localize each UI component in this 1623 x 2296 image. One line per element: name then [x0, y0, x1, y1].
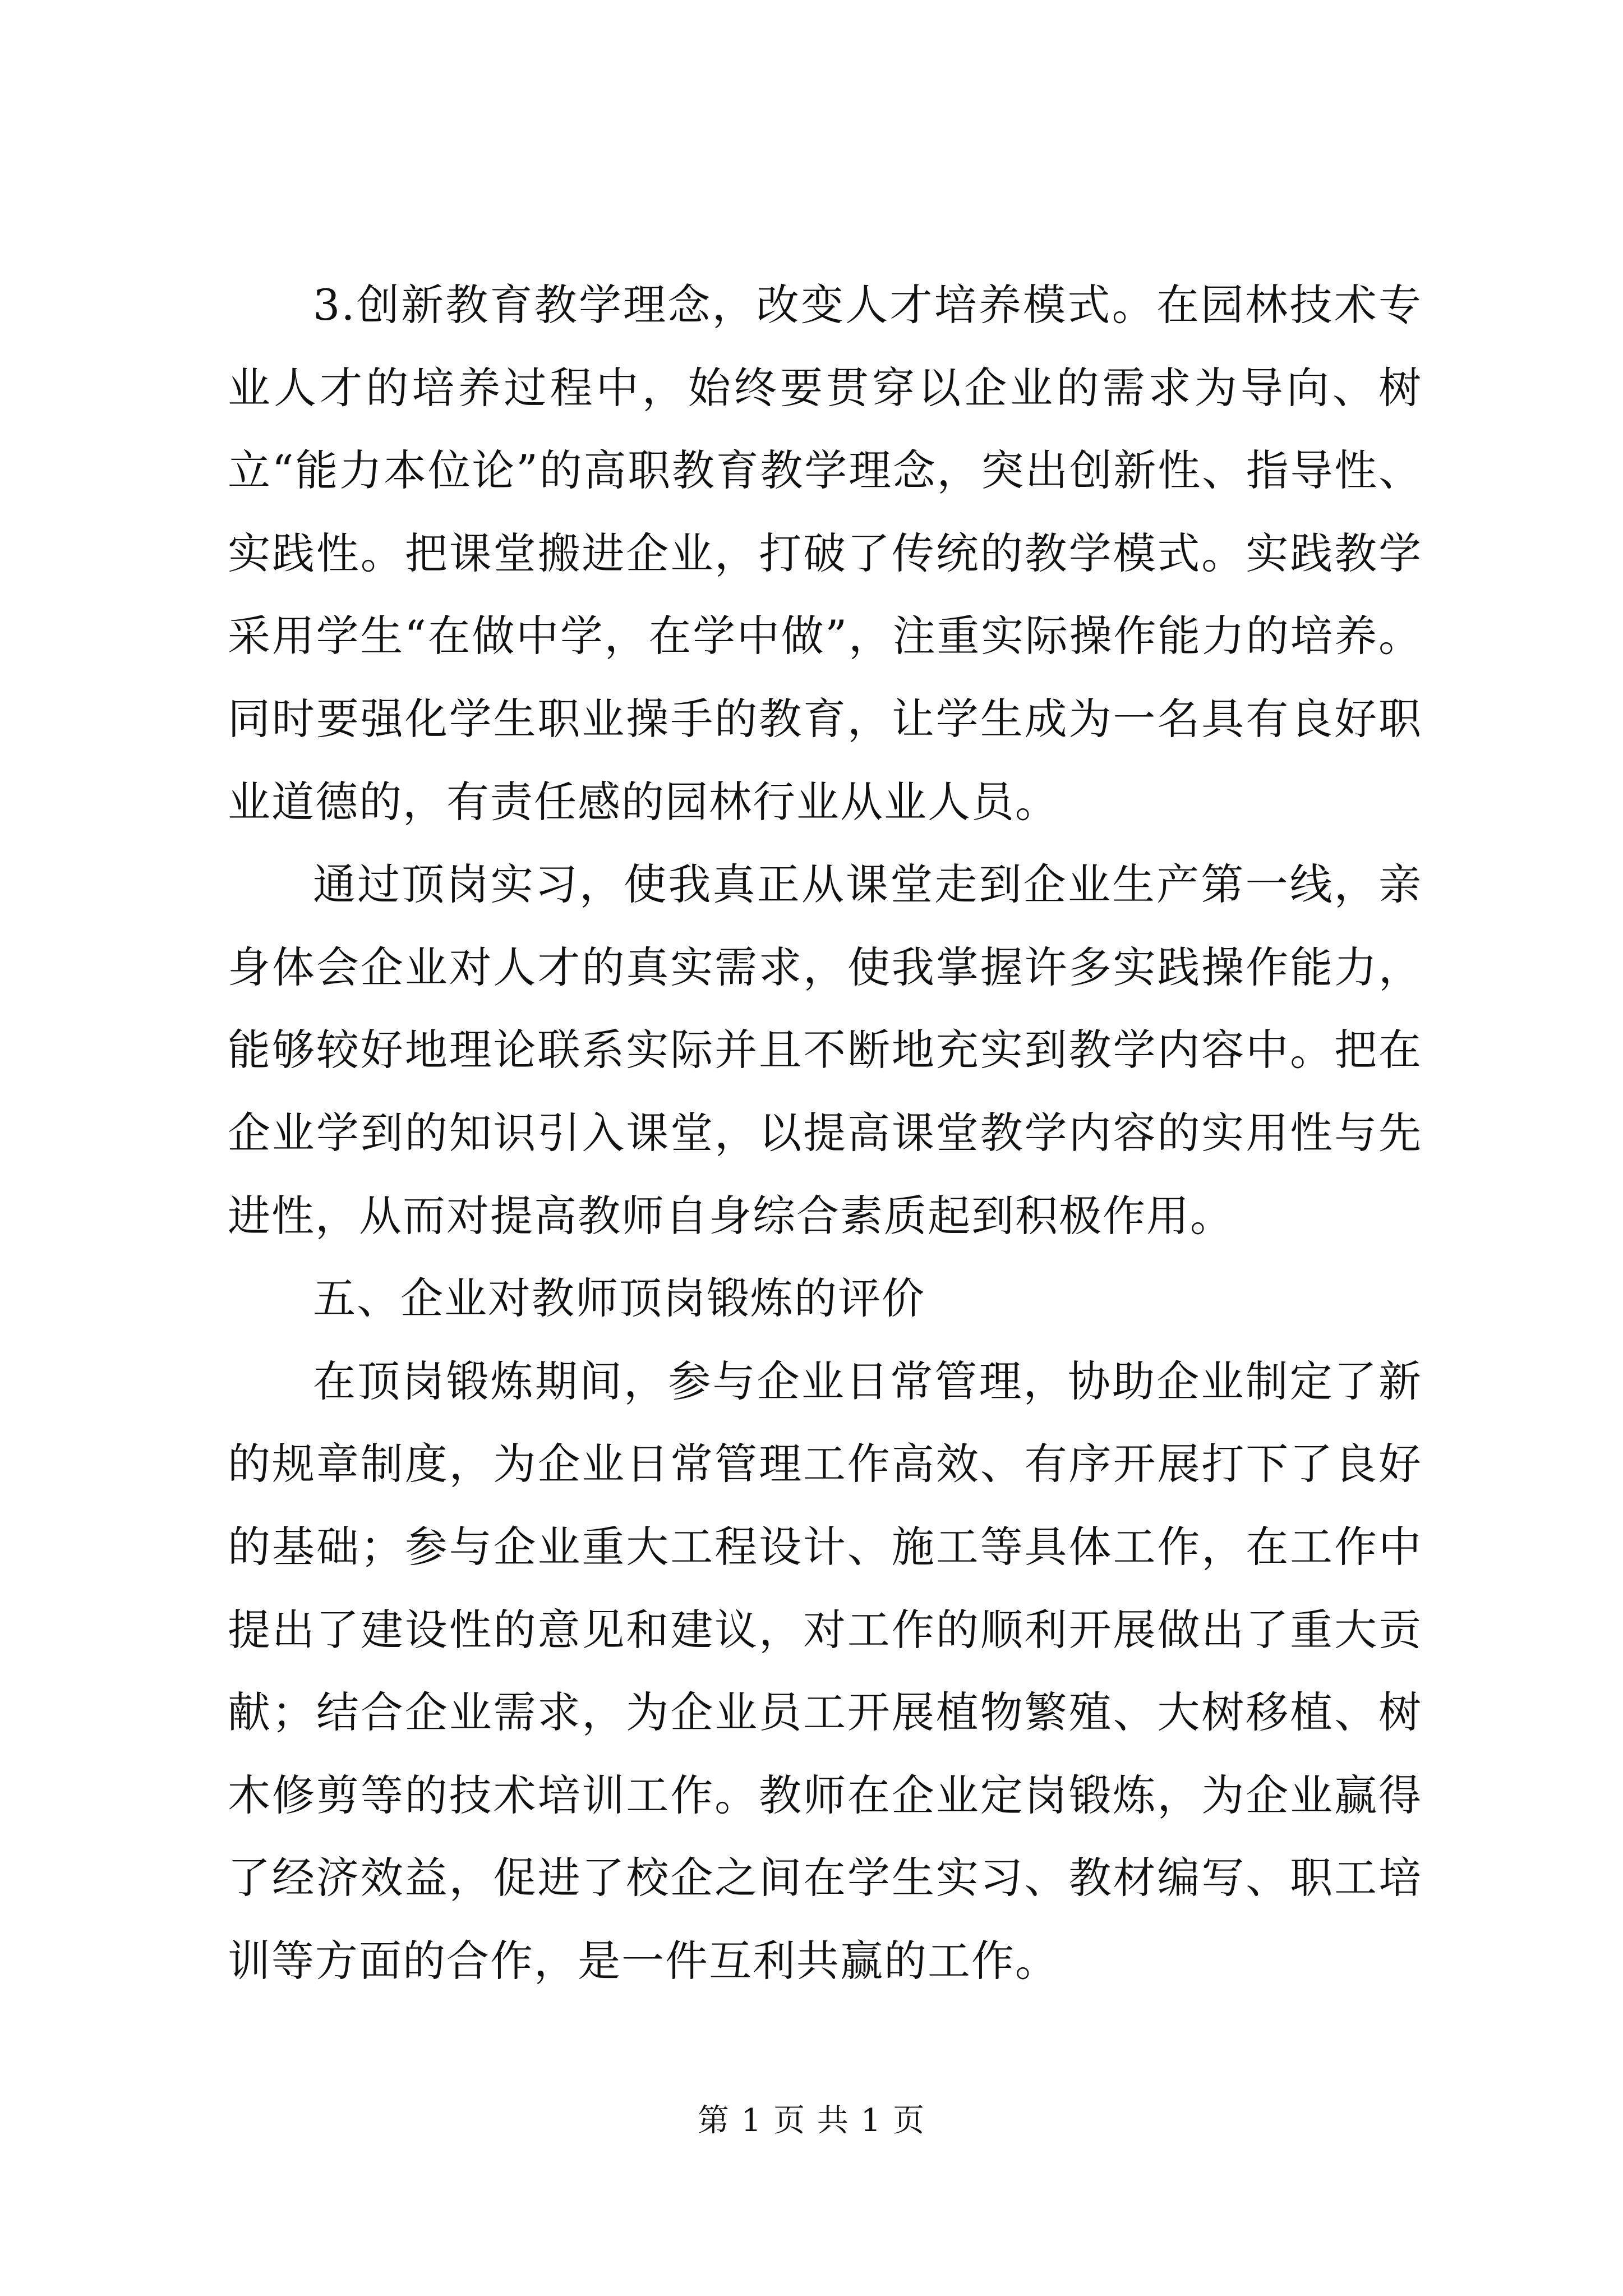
- section-heading: 五、企业对教师顶岗锻炼的评价: [313, 1273, 925, 1324]
- paragraph-enterprise-evaluation: 在顶岗锻炼期间，参与企业日常管理，协助企业制定了新的规章制度，为企业日常管理工作高效、有序开展打下了良好的基础；参与企业重大工程设计、施工等具体工作，在工作中提出了建设性的意见和建议，对工作的顺利开展做出了重大贡献；结合企业需求，为企业员工开展植物繁殖、大树移植、树木修剪等的技术培训工作。教师在企业定岗锻炼，为企业赢得了经济效益，促进了校企之间在学生实习、教材编写、职工培训等方面的合作，是一件互利共赢的工作。: [228, 1356, 1422, 1986]
- document-body: [228, 264, 1422, 2002]
- paragraph-internship-reflection: 通过顶岗实习，使我真正从课堂走到企业生产第一线，亲身体会企业对人才的真实需求，使我掌握许多实践操作能力，能够较好地理论联系实际并且不断地充实到教学内容中。把在企业学到的知识引入课堂，以提高课堂教学内容的实用性与先进性，从而对提高教师自身综合素质起到积极作用。: [228, 859, 1422, 1241]
- page-footer: 第 1 页 共 1 页: [697, 2102, 926, 2139]
- paragraph-training-model: 3.创新教育教学理念，改变人才培养模式。在园林技术专业人才的培养过程中，始终要贯穿以企业的需求为导向、树立“能力本位论”的高职教育教学理念，突出创新性、指导性、实践性。把课堂搬进企业，打破了传统的教学模式。实践教学采用学生“在做中学，在学中做”，注重实际操作能力的培养。同时要强化学生职业操手的教育，让学生成为一名具有良好职业道德的，有责任感的园林行业从业人员。: [228, 280, 1422, 827]
